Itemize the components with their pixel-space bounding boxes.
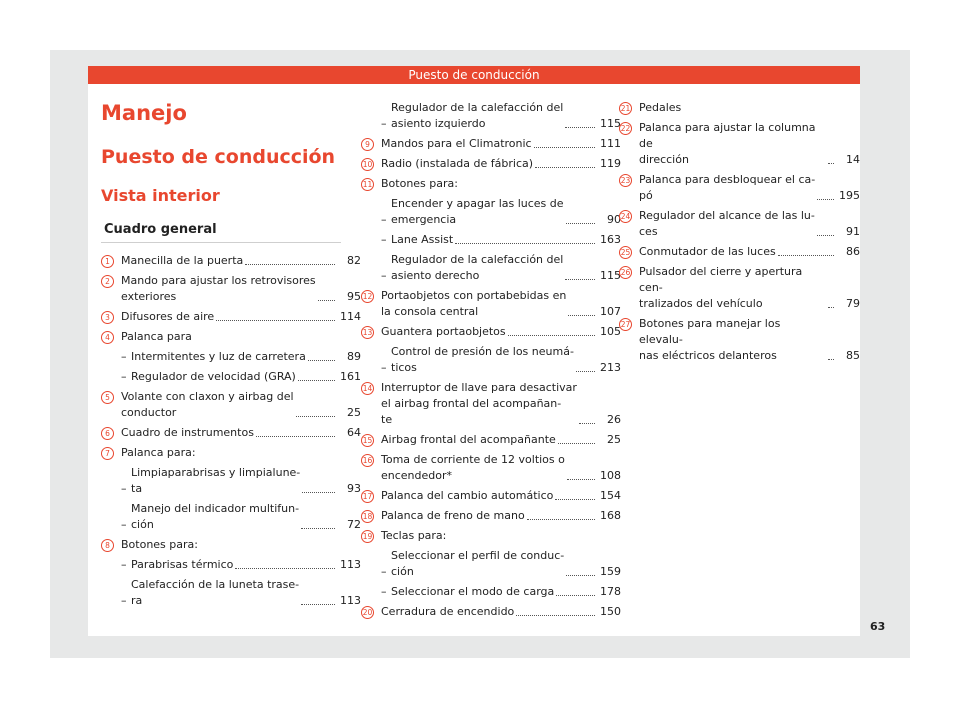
toc-page-ref[interactable]: 195 — [839, 189, 860, 202]
toc-item — [105, 253, 361, 269]
toc-label: Manecilla de la puerta — [121, 254, 244, 267]
toc-item — [362, 488, 621, 504]
toc-page-ref[interactable]: 115 — [600, 117, 621, 130]
toc-item — [362, 432, 621, 448]
toc-label: Palanca del cambio automático — [381, 489, 554, 502]
toc-label: Regulador del alcance de las lu- ces — [639, 209, 815, 238]
toc-item — [620, 264, 860, 312]
leader-dots — [535, 167, 595, 168]
toc-label: Limpiaparabrisas y limpialune- ta — [131, 466, 301, 495]
dash-bullet: – — [121, 558, 127, 571]
dash-bullet: – — [381, 117, 387, 130]
callout-number-badge: 7 — [101, 447, 114, 460]
toc-label: Pulsador del cierre y apertura cen- tralizados del vehículo — [639, 265, 803, 310]
toc-label: Guantera portaobjetos — [381, 325, 506, 338]
toc-page-ref[interactable]: 107 — [600, 305, 621, 318]
toc-label: Calefacción de la luneta trase- ra — [131, 578, 300, 607]
toc-subitem — [381, 196, 621, 228]
callout-number-badge: 2 — [101, 275, 114, 288]
toc-item — [362, 156, 621, 172]
callout-number-badge: 20 — [362, 608, 373, 617]
toc-label: Mandos para el Climatronic — [381, 137, 532, 150]
toc-label: Seleccionar el perfil de conduc- ción — [391, 549, 565, 578]
callout-number-badge: 1 — [101, 255, 114, 268]
toc-label: Teclas para: — [381, 529, 447, 542]
leader-dots — [318, 300, 335, 301]
toc-subitem — [121, 501, 361, 533]
toc-page-ref[interactable]: 108 — [600, 469, 621, 482]
toc-page-ref[interactable]: 64 — [347, 426, 361, 439]
toc-label: Portaobjetos con portabebidas en la consola central — [381, 289, 567, 318]
leader-dots — [817, 235, 834, 236]
toc-label: Seleccionar el modo de carga — [391, 585, 555, 598]
toc-label: Cerradura de encendido — [381, 605, 515, 618]
callout-number-badge: 21 — [620, 104, 631, 113]
leader-dots — [828, 359, 834, 360]
toc-item — [362, 176, 621, 192]
leader-dots — [301, 528, 335, 529]
callout-number-badge: 23 — [620, 176, 631, 185]
toc-page-ref[interactable]: 150 — [600, 605, 621, 618]
callout-number-badge: 9 — [361, 138, 374, 151]
toc-label: Control de presión de los neumá- ticos — [391, 345, 574, 374]
toc-label: Difusores de aire — [121, 310, 215, 323]
leader-dots — [527, 519, 595, 520]
toc-label: Encender y apagar las luces de emergencia — [391, 197, 564, 226]
toc-column-2 — [362, 100, 621, 624]
dash-bullet: – — [121, 518, 127, 531]
toc-page-ref[interactable]: 25 — [347, 406, 361, 419]
dash-bullet: – — [121, 482, 127, 495]
toc-label: Botones para: — [381, 177, 458, 190]
toc-label: Mando para ajustar los retrovisores exteriores — [121, 274, 316, 303]
toc-item — [105, 329, 361, 345]
leader-dots — [308, 360, 335, 361]
leader-dots — [508, 335, 595, 336]
leader-dots — [298, 380, 335, 381]
toc-label: Parabrisas térmico — [131, 558, 234, 571]
leader-dots — [778, 255, 834, 256]
toc-label: Toma de corriente de 12 voltios o encendedor* — [381, 453, 565, 482]
callout-number-badge: 14 — [362, 384, 373, 393]
chapter-title: Manejo — [101, 101, 187, 125]
toc-label: Cuadro de instrumentos — [121, 426, 254, 439]
callout-number-badge: 13 — [362, 328, 373, 337]
callout-number-badge: 10 — [362, 160, 373, 169]
dash-bullet: – — [381, 585, 387, 598]
leader-dots — [828, 307, 834, 308]
toc-label: Palanca para ajustar la columna de dirección — [639, 121, 816, 166]
leader-dots — [302, 492, 335, 493]
toc-label: Regulador de velocidad (GRA) — [131, 370, 296, 383]
overview-title: Cuadro general — [104, 222, 217, 237]
toc-item — [362, 380, 621, 428]
toc-item — [362, 324, 621, 340]
callout-number-badge: 8 — [101, 539, 114, 552]
toc-label: Pedales — [639, 101, 682, 114]
leader-dots — [534, 147, 595, 148]
dash-bullet: – — [121, 370, 127, 383]
leader-dots — [301, 604, 335, 605]
toc-page-ref[interactable]: 79 — [846, 297, 860, 310]
toc-page-ref[interactable]: 161 — [340, 370, 361, 383]
toc-subitem — [381, 344, 621, 376]
toc-item — [105, 445, 361, 461]
callout-number-badge: 3 — [101, 311, 114, 324]
leader-dots — [576, 371, 595, 372]
toc-page-ref[interactable]: 95 — [347, 290, 361, 303]
toc-page-ref[interactable]: 113 — [340, 594, 361, 607]
toc-label: Airbag frontal del acompañante — [381, 433, 556, 446]
toc-label: Conmutador de las luces — [639, 245, 776, 258]
toc-page-ref[interactable]: 91 — [846, 225, 860, 238]
toc-label: Regulador de la calefacción del asiento izquierdo — [391, 101, 564, 130]
toc-item — [620, 120, 860, 168]
dash-bullet: – — [381, 213, 387, 226]
leader-dots — [455, 243, 595, 244]
toc-label: Botones para manejar los elevalu- nas eléctricos delanteros — [639, 317, 781, 362]
dash-bullet: – — [381, 269, 387, 282]
leader-dots — [235, 568, 335, 569]
leader-dots — [516, 615, 595, 616]
toc-page-ref[interactable]: 72 — [347, 518, 361, 531]
dash-bullet: – — [121, 350, 127, 363]
leader-dots — [256, 436, 335, 437]
toc-label: Palanca para — [121, 330, 192, 343]
toc-page-ref[interactable]: 90 — [607, 213, 621, 226]
toc-label: Interruptor de llave para desactivar el airbag frontal del acompañan- te — [381, 381, 577, 426]
toc-page-ref[interactable]: 114 — [340, 310, 361, 323]
dash-bullet: – — [381, 233, 387, 246]
toc-item — [362, 288, 621, 320]
toc-subitem — [121, 577, 361, 609]
leader-dots — [558, 443, 595, 444]
toc-page-ref[interactable]: 213 — [600, 361, 621, 374]
toc-item — [620, 172, 860, 204]
toc-item — [620, 100, 860, 116]
callout-number-badge: 24 — [620, 212, 631, 221]
toc-page-ref[interactable]: 105 — [600, 325, 621, 338]
callout-number-badge: 27 — [620, 320, 631, 329]
toc-label: Intermitentes y luz de carretera — [131, 350, 306, 363]
callout-number-badge: 22 — [620, 124, 631, 133]
toc-label: Manejo del indicador multifun- ción — [131, 502, 300, 531]
callout-number-badge: 18 — [362, 512, 373, 521]
toc-page-ref[interactable]: 82 — [347, 254, 361, 267]
toc-page-ref[interactable]: 85 — [846, 349, 860, 362]
toc-item — [105, 389, 361, 421]
toc-label: Radio (instalada de fábrica) — [381, 157, 534, 170]
toc-subitem — [381, 100, 621, 132]
toc-label: Lane Assist — [391, 233, 454, 246]
toc-label: Regulador de la calefacción del asiento derecho — [391, 253, 564, 282]
leader-dots — [568, 315, 595, 316]
toc-page-ref[interactable]: 93 — [347, 482, 361, 495]
dash-bullet: – — [381, 565, 387, 578]
callout-number-badge: 25 — [620, 248, 631, 257]
toc-item — [105, 537, 361, 553]
toc-column-3 — [620, 100, 860, 368]
toc-subitem — [121, 465, 361, 497]
toc-subitem — [381, 548, 621, 580]
leader-dots — [565, 127, 595, 128]
toc-label: Volante con claxon y airbag del conductor — [121, 390, 294, 419]
toc-page-ref[interactable]: 86 — [846, 245, 860, 258]
leader-dots — [828, 163, 834, 164]
leader-dots — [579, 423, 595, 424]
callout-number-badge: 26 — [620, 268, 631, 277]
leader-dots — [245, 264, 335, 265]
callout-number-badge: 17 — [362, 492, 373, 501]
dash-bullet: – — [381, 361, 387, 374]
toc-item — [105, 309, 361, 325]
leader-dots — [567, 479, 595, 480]
toc-page-ref[interactable]: 111 — [600, 137, 621, 150]
toc-item — [620, 208, 860, 240]
callout-number-badge: 11 — [362, 180, 373, 189]
toc-page-ref[interactable]: 178 — [600, 585, 621, 598]
leader-dots — [566, 575, 595, 576]
toc-label: Botones para: — [121, 538, 198, 551]
toc-page-ref[interactable]: 115 — [600, 269, 621, 282]
dash-bullet: – — [121, 594, 127, 607]
section-title: Puesto de conducción — [101, 146, 336, 168]
callout-number-badge: 12 — [362, 292, 373, 301]
callout-number-badge: 6 — [101, 427, 114, 440]
toc-label: Palanca para desbloquear el ca- pó — [639, 173, 816, 202]
toc-subitem — [381, 252, 621, 284]
leader-dots — [565, 279, 595, 280]
toc-label: Palanca para: — [121, 446, 196, 459]
toc-item — [620, 316, 860, 364]
toc-page-ref[interactable]: 163 — [600, 233, 621, 246]
toc-subitem — [381, 232, 621, 248]
callout-number-badge: 5 — [101, 391, 114, 404]
toc-page-ref[interactable]: 119 — [600, 157, 621, 170]
toc-item — [105, 425, 361, 441]
leader-dots — [296, 416, 335, 417]
toc-item — [362, 452, 621, 484]
toc-subitem — [121, 557, 361, 573]
toc-item — [105, 273, 361, 305]
toc-column-1 — [105, 253, 361, 613]
callout-number-badge: 4 — [101, 331, 114, 344]
toc-item — [362, 508, 621, 524]
toc-page-ref[interactable]: 154 — [600, 489, 621, 502]
callout-number-badge: 19 — [362, 532, 373, 541]
page-number: 63 — [870, 620, 886, 633]
toc-page-ref[interactable]: 14 — [846, 153, 860, 166]
toc-subitem — [121, 369, 361, 385]
toc-item — [362, 528, 621, 544]
leader-dots — [216, 320, 335, 321]
leader-dots — [556, 595, 595, 596]
toc-label: Palanca de freno de mano — [381, 509, 525, 522]
callout-number-badge: 15 — [362, 436, 373, 445]
toc-page-ref[interactable]: 25 — [607, 433, 621, 446]
leader-dots — [555, 499, 595, 500]
section-header: Puesto de conducción — [88, 66, 860, 84]
toc-item — [620, 244, 860, 260]
toc-page-ref[interactable]: 168 — [600, 509, 621, 522]
toc-subitem — [381, 584, 621, 600]
callout-number-badge: 16 — [362, 456, 373, 465]
toc-page-ref[interactable]: 26 — [607, 413, 621, 426]
toc-item — [365, 136, 621, 152]
divider — [101, 242, 341, 243]
toc-page-ref[interactable]: 89 — [347, 350, 361, 363]
subsection-title: Vista interior — [101, 186, 220, 205]
toc-item — [362, 604, 621, 620]
toc-subitem — [121, 349, 361, 365]
toc-page-ref[interactable]: 113 — [340, 558, 361, 571]
leader-dots — [566, 223, 595, 224]
leader-dots — [817, 199, 834, 200]
toc-page-ref[interactable]: 159 — [600, 565, 621, 578]
